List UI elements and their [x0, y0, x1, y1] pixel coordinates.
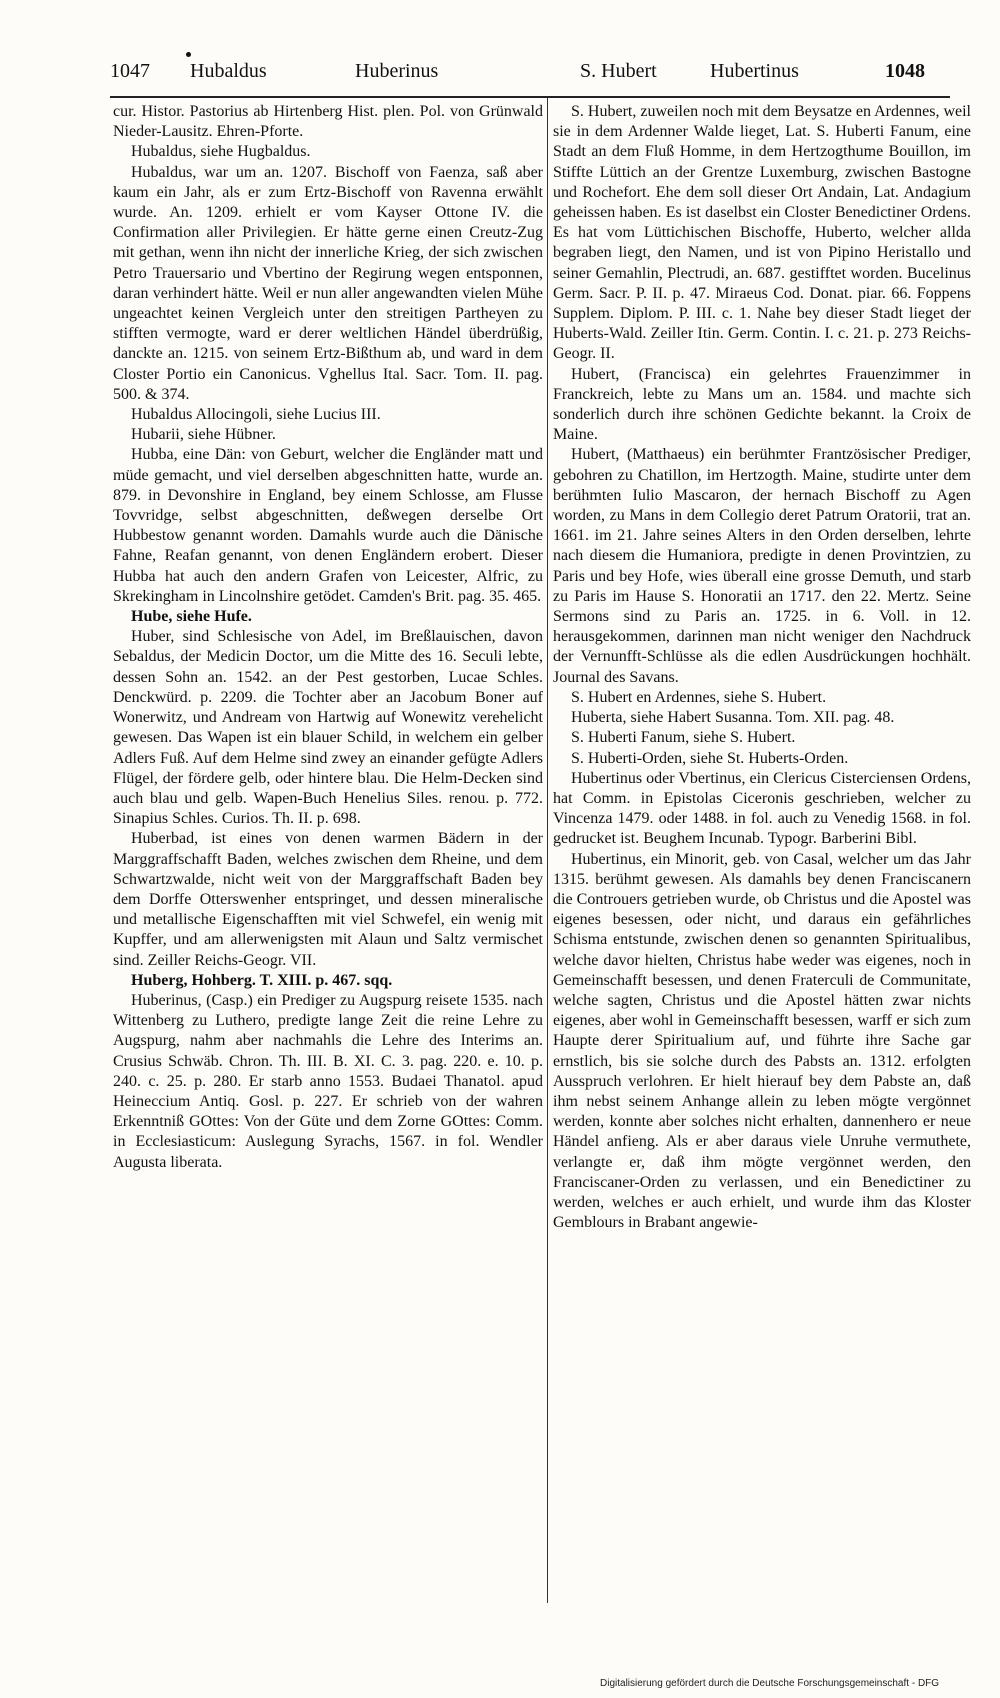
ornament-dot [186, 52, 191, 57]
entry-paragraph: Huberbad, ist eines von denen warmen Bädern in der Marggraffschafft Baden, welches zwischen dem Rheine, und dem Schwartzwalde, nicht weit von der Marggraffschaft Baden bey dem Dorffe Otterswenher entspringet, und dessen mineralische und metallische Eigenschafften mit viel Schwefel, ein wenig mit Kupffer, und am allerwenigsten mit Alaun und Saltz vermischet sind. Zeiller Reichs-Geogr. VII. [113, 830, 543, 969]
page-number-right: 1048 [885, 60, 925, 82]
entry-paragraph: Hubertinus oder Vbertinus, ein Clericus Cisterciensen Ordens, hat Comm. in Epistolas Ciceronis geschrieben, welcher zu Vincenza 1479. oder 1488. in fol. auch zu Venedig 1568. in fol. gedrucket ist. Beughem Incunab. Typogr. Barberini Bibl. [553, 769, 971, 848]
entry-paragraph: Hubaldus Allocingoli, siehe Lucius III. [131, 406, 381, 424]
page-number-left: 1047 [110, 60, 150, 82]
running-header [110, 60, 950, 88]
entry-paragraph: Huberta, siehe Habert Susanna. Tom. XII. pag. 48. [571, 709, 895, 727]
digitization-credit: Digitalisierung gefördert durch die Deutsche Forschungsgemeinschaft - DFG [600, 1678, 940, 1689]
entry-paragraph: Hubert, (Francisca) ein gelehrtes Frauenzimmer in Franckreich, lebte zu Mans um an. 1584. und machte sich sonderlich durch ihre schönen Gedichte bekannt. la Croix de Maine. [553, 365, 971, 444]
entry-paragraph: Huberg, Hohberg. T. XIII. p. 467. sqq. [131, 971, 393, 989]
left-column [113, 102, 543, 1173]
header-word-huberinus: Huberinus [355, 60, 439, 82]
entry-paragraph: S. Huberti-Orden, siehe St. Huberts-Orden. [571, 749, 849, 767]
entry-paragraph: Hube, siehe Hufe. [131, 608, 252, 626]
entry-paragraph: Hubert, (Matthaeus) ein berühmter Frantzösischer Prediger, gebohren zu Chatillon, im Hertzogth. Maine, studirte unter dem berühmten Iulio Mascaron, der hernach Bischoff zu Agen worden, zu Mans in dem Collegio deret Patrum Oratorii, trat an. 1661. im 21. Jahre seines Alters in den Orden derselben, lehrte nach diesem die Humaniora, predigte in denen Provintzien, zu Paris und bey Hofe, wies überall eine grosse Demuth, und starb zu Paris im Hause S. Honoratii an 1717. den 22. Mertz. Seine Sermons sind zu Paris an. 1725. in 6. Voll. in 12. herausgekommen, darinnen man nicht weniger den Nachdruck der Vernunfft-Schlüsse als die edlen Ausdrückungen hochhält. Journal des Savans. [553, 446, 971, 686]
header-rule [110, 96, 950, 98]
entry-paragraph: Hubaldus, siehe Hugbaldus. [131, 143, 311, 161]
entry-paragraph: Huberinus, (Casp.) ein Prediger zu Augspurg reisete 1535. nach Wittenberg zu Luthero, predigte lange Zeit die reine Lehre zu Augspurg, nahm aber nachmahls die Lehre des Interims an. Crusius Schwäb. Chron. Th. III. B. XI. C. 3. pag. 220. e. 10. p. 240. c. 25. p. 280. Er starb anno 1553. Budaei Thanatol. apud Heineccium Antiq. Gosl. p. 227. Er schrieb von der wahren Erkenntniß GOttes: Von der Güte und dem Zorne GOttes: Comm. in Ecclesiasticum: Auslegung Syrachs, 1567. in fol. Wendler Augusta liberata. [113, 991, 543, 1171]
right-column [553, 102, 971, 1233]
header-word-hubaldus: Hubaldus [190, 60, 267, 82]
entry-paragraph: S. Hubert, zuweilen noch mit dem Beysatze en Ardennes, weil sie in dem Ardenner Walde lieget, Lat. S. Huberti Fanum, eine Stadt an dem Fluß Homme, in dem Hertzogthume Bouillon, im Stiffte Lüttich an der Grentze Luxemburg, zwischen Bastogne und Rochefort. Ehe dem soll dieser Ort Andain, Lat. Andagium geheissen haben. Es ist daselbst ein Closter Benedictiner Ordens. Es hat vom Lüttichischen Bischoffe, Huberto, welcher allda begraben liegt, den Namen, und ist von Pipino Heristallo und seiner Gemahlin, Plectrudi, an. 687. gestifftet worden. Bucelinus Germ. Sacr. P. II. p. 47. Miraeus Cod. Donat. piar. 66. Foppens Supplem. Diplom. P. III. c. 1. Nahe bey dieser Stadt lieget der Huberts-Wald. Zeiller Itin. Germ. Contin. I. c. 21. p. 273 Reichs-Geogr. II. [553, 103, 971, 363]
entry-paragraph: Hubba, eine Dän: von Geburt, welcher die Engländer matt und müde gemacht, und viel derselben abgeschnitten hatte, wurde an. 879. in Devonshire in England, bey einem Schlosse, am Flusse Tovvridge, selbst abgeschnitten, deßwegen derselbe Ort Hubbestow genannt worden. Damahls wurde auch die Dänische Fahne, Reafan genannt, von denen Engländern erobert. Dieser Hubba hat auch den andern Grafen von Leicester, Alfric, zu Skrekingham in Lincolnshire getödet. Camden's Brit. pag. 35. 465. [113, 446, 543, 605]
entry-paragraph: cur. Histor. Pastorius ab Hirtenberg Hist. plen. Pol. von Grünwald Nieder-Lausitz. Ehren-Pforte. [113, 103, 543, 141]
header-word-hubertinus: Hubertinus [710, 60, 799, 82]
entry-paragraph: S. Hubert en Ardennes, siehe S. Hubert. [571, 688, 827, 706]
entry-paragraph: Hubaldus, war um an. 1207. Bischoff von Faenza, saß aber kaum ein Jahr, als er zum Ertz-Bischoff von Ravenna erwählt wurde. An. 1209. erhielt er vom Kayser Ottone IV. die Confirmation aller Privilegien. Er hätte gerne einen Creutz-Zug mit gethan, wenn ihn nicht der innerliche Krieg, der sich zwischen Petro Trauersario und Vbertino der Regirung wegen entsponnen, daran verhindert hätte. Weil er nun aller angewandten vielen Mühe ungeachtet keinen Vergleich unter den streitigen Partheyen zu stifften vermogte, ward er derer weltlichen Händel überdrüßig, danckte an. 1215. von seinem Ertz-Bißthum ab, und ward in dem Closter Portio ein Canonicus. Vghellus Ital. Sacr. Tom. II. pag. 500. & 374. [113, 163, 543, 403]
entry-paragraph: Hubertinus, ein Minorit, geb. von Casal, welcher um das Jahr 1315. berühmt gewesen. Als damahls bey denen Franciscanern die Controuers getrieben wurde, ob Christus und die Apostel was eigenes besessen, oder nicht, und daraus ein gefährliches Schisma entstunde, zwischen denen so genannten Spiritualibus, welche davor hielten, Christus habe weder was eigenes, noch in Gemeinschafft besessen, und denen Fraterculi de Communitate, welche sagten, Christus und die Apostel hätten zwar nichts eigenes, aber wohl in Gemeinschafft besessen, warff er sich zum Haupte derer Spiritualium auf, und führte ihre Sache gar ernstlich, bis sie solche durch des Pabsts an. 1312. erfolgten Ausspruch verlohren. Er hielt hierauf bey dem Pabste an, daß ihm nebst seinem Anhange allein zu leben mögte vergönnet werden, konnte aber solches nicht erhalten, dannenhero er neue Händel anfieng. Als er aber daraus viele Unruhe vermuthete, verlangte er, daß ihm mögte vergönnet werden, den Franciscaner-Orden zu verlassen, und ein Benedictiner zu werden, welches er auch erhielt, und wurde ihm das Kloster Gemblours in Brabant angewie- [553, 850, 971, 1232]
column-divider [547, 98, 548, 1603]
entry-paragraph: S. Huberti Fanum, siehe S. Hubert. [571, 729, 796, 747]
header-word-s-hubert: S. Hubert [580, 60, 657, 82]
entry-paragraph: Huber, sind Schlesische von Adel, im Breßlauischen, davon Sebaldus, der Medicin Doctor, um die Mitte des 16. Seculi lebte, dessen Sohn an. 1542. an der Pest gestorben, Lucae Schles. Denckwürd. p. 2209. die Tochter aber an Jacobum Boner auf Wonerwitz, und Andream von Hartwig auf Wonewitz verehelicht gewesen. Das Wapen ist ein blauer Schild, in welchem ein gelber Adlers Fuß. Auf dem Helme sind zwey an einander gefügte Adlers Flügel, der fördere gelb, oder hintere blau. Die Helm-Decken sind auch blau und gelb. Wapen-Buch Henelius Siles. renou. p. 772. Sinapius Schles. Curios. Th. II. p. 698. [113, 628, 543, 828]
entry-paragraph: Hubarii, siehe Hübner. [131, 426, 276, 444]
